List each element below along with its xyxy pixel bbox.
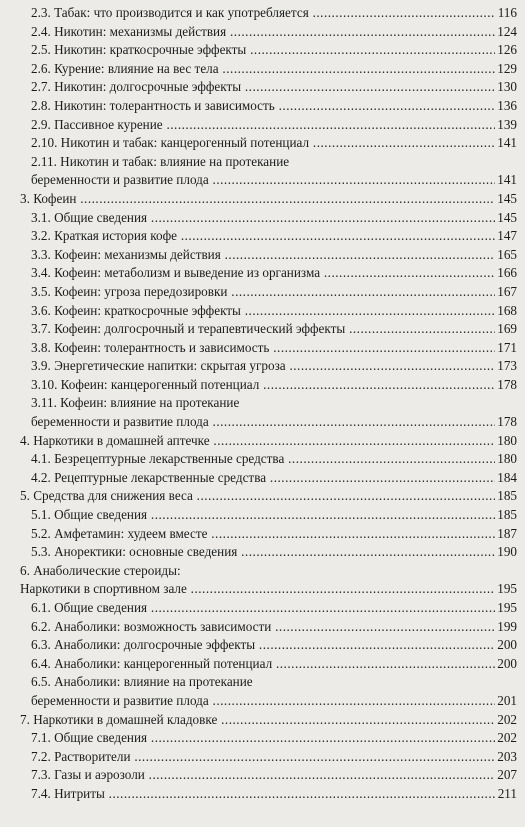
toc-entry-title: 4.2. Рецептурные лекарственные средства ..... <box>31 469 495 488</box>
toc-section-entry <box>0 785 525 804</box>
toc-section-entry <box>0 599 525 618</box>
toc-page-number: 168 <box>495 302 517 321</box>
toc-section-entry <box>0 618 525 637</box>
toc-entry-title: 6. Анаболические стероиды: Наркотики в спортивном зале ..... <box>20 562 495 599</box>
toc-section-entry <box>0 78 525 97</box>
toc-entry-title: 2.4. Никотин: механизмы действия ..... <box>31 23 495 42</box>
toc-section-entry <box>0 116 525 135</box>
toc-page-number: 129 <box>495 60 517 79</box>
toc-section-entry <box>0 60 525 79</box>
toc-page-number: 185 <box>495 487 517 506</box>
toc-page-number: 200 <box>495 636 517 655</box>
toc-section-entry <box>0 636 525 655</box>
toc-section-entry <box>0 729 525 748</box>
toc-entry-title: 4.1. Безрецептурные лекарственные средства ..... <box>31 450 495 469</box>
toc-section-entry <box>0 283 525 302</box>
toc-section-entry <box>0 766 525 785</box>
toc-page-number: 195 <box>495 580 517 599</box>
toc-section-entry <box>0 506 525 525</box>
toc-page-number: 178 <box>495 376 517 395</box>
toc-entry-title: 6.1. Общие сведения ..... <box>31 599 495 618</box>
toc-page-number: 185 <box>495 506 517 525</box>
toc-entry-title: 3.5. Кофеин: угроза передозировки ..... <box>31 283 495 302</box>
toc-page-number: 180 <box>495 450 517 469</box>
toc-page-number: 190 <box>495 543 517 562</box>
toc-entry-title: 7.4. Нитриты ..... <box>31 785 495 804</box>
toc-section-entry <box>0 394 525 431</box>
toc-page-number: 166 <box>495 264 517 283</box>
toc-section-entry <box>0 264 525 283</box>
toc-page-number: 169 <box>495 320 517 339</box>
toc-page-number: 136 <box>495 97 517 116</box>
toc-page-number: 147 <box>495 227 517 246</box>
toc-entry-title: 3.4. Кофеин: метаболизм и выведение из организма ..... <box>31 264 495 283</box>
toc-entry-title: 3.8. Кофеин: толерантность и зависимость ..... <box>31 339 495 358</box>
toc-section-entry <box>0 748 525 767</box>
toc-page-number: 126 <box>495 41 517 60</box>
toc-section-entry <box>0 209 525 228</box>
table-of-contents <box>0 4 525 804</box>
toc-page-number: 211 <box>496 785 517 804</box>
toc-page-number: 178 <box>495 413 517 432</box>
toc-page-number: 184 <box>495 469 517 488</box>
toc-entry-title: 2.3. Табак: что производится и как употребляется ..... <box>31 4 495 23</box>
toc-entry-title: 3.10. Кофеин: канцерогенный потенциал ..... <box>31 376 495 395</box>
toc-page-number: 167 <box>495 283 517 302</box>
toc-entry-title: 2.5. Никотин: краткосрочные эффекты ..... <box>31 41 495 60</box>
toc-entry-title: 3.9. Энергетические напитки: скрытая угроза ..... <box>31 357 495 376</box>
toc-section-entry <box>0 97 525 116</box>
toc-entry-title: 4. Наркотики в домашней аптечке ..... <box>20 432 495 451</box>
toc-chapter-entry <box>0 432 525 451</box>
toc-page-number: 195 <box>495 599 517 618</box>
toc-entry-title: 3.3. Кофеин: механизмы действия ..... <box>31 246 495 265</box>
toc-entry-title: 6.3. Анаболики: долгосрочные эффекты ..... <box>31 636 495 655</box>
toc-entry-title: 6.4. Анаболики: канцерогенный потенциал ..... <box>31 655 495 674</box>
toc-page-number: 165 <box>495 246 517 265</box>
toc-entry-title: 7.3. Газы и аэрозоли ..... <box>31 766 495 785</box>
toc-page-number: 124 <box>495 23 517 42</box>
toc-section-entry <box>0 134 525 153</box>
toc-entry-title: 5.2. Амфетамин: худеем вместе ..... <box>31 525 495 544</box>
toc-entry-title: 5.1. Общие сведения ..... <box>31 506 495 525</box>
toc-page-number: 202 <box>495 711 517 730</box>
toc-section-entry <box>0 320 525 339</box>
toc-entry-title: 7. Наркотики в домашней кладовке ..... <box>20 711 495 730</box>
toc-section-entry <box>0 41 525 60</box>
toc-page-number: 200 <box>495 655 517 674</box>
toc-page-number: 145 <box>495 190 517 209</box>
toc-page-number: 202 <box>495 729 517 748</box>
toc-section-entry <box>0 357 525 376</box>
toc-entry-title: 6.2. Анаболики: возможность зависимости ..... <box>31 618 495 637</box>
toc-page-number: 201 <box>495 692 517 711</box>
toc-chapter-entry <box>0 190 525 209</box>
toc-entry-title: 3.6. Кофеин: краткосрочные эффекты ..... <box>31 302 495 321</box>
toc-section-entry <box>0 339 525 358</box>
toc-chapter-entry <box>0 487 525 506</box>
toc-section-entry <box>0 227 525 246</box>
toc-page-number: 207 <box>495 766 517 785</box>
toc-chapter-entry <box>0 562 525 599</box>
toc-section-entry <box>0 23 525 42</box>
toc-entry-title: 2.6. Курение: влияние на вес тела ..... <box>31 60 495 79</box>
toc-section-entry <box>0 673 525 710</box>
toc-page-number: 203 <box>495 748 517 767</box>
toc-entry-title: 5.3. Аноректики: основные сведения ..... <box>31 543 495 562</box>
toc-chapter-entry <box>0 711 525 730</box>
toc-section-entry <box>0 4 525 23</box>
toc-page-number: 199 <box>495 618 517 637</box>
toc-entry-title: 7.2. Растворители ..... <box>31 748 495 767</box>
toc-page-number: 141 <box>495 171 517 190</box>
toc-entry-title: 2.10. Никотин и табак: канцерогенный потенциал ..... <box>31 134 495 153</box>
toc-entry-title: 3.1. Общие сведения ..... <box>31 209 495 228</box>
toc-page-number: 187 <box>495 525 517 544</box>
toc-page-number: 141 <box>495 134 517 153</box>
toc-entry-title: 2.9. Пассивное курение ..... <box>31 116 495 135</box>
toc-entry-title: 3.11. Кофеин: влияние на протекание беременности и развитие плода ..... <box>31 394 495 431</box>
toc-entry-title: 2.8. Никотин: толерантность и зависимость ..... <box>31 97 495 116</box>
toc-page-number: 180 <box>495 432 517 451</box>
toc-section-entry <box>0 376 525 395</box>
toc-entry-title: 2.7. Никотин: долгосрочные эффекты ..... <box>31 78 495 97</box>
toc-page-number: 130 <box>495 78 517 97</box>
toc-entry-title: 3.2. Краткая история кофе ..... <box>31 227 495 246</box>
toc-section-entry <box>0 655 525 674</box>
toc-section-entry <box>0 246 525 265</box>
toc-page-number: 116 <box>496 4 517 23</box>
toc-section-entry <box>0 543 525 562</box>
toc-page-number: 145 <box>495 209 517 228</box>
toc-entry-title: 6.5. Анаболики: влияние на протекание беременности и развитие плода ..... <box>31 673 495 710</box>
toc-page-number: 173 <box>495 357 517 376</box>
toc-entry-title: 7.1. Общие сведения ..... <box>31 729 495 748</box>
toc-entry-title: 3.7. Кофеин: долгосрочный и терапевтический эффекты ..... <box>31 320 495 339</box>
toc-entry-title: 2.11. Никотин и табак: влияние на протекание беременности и развитие плода ..... <box>31 153 495 190</box>
toc-section-entry <box>0 302 525 321</box>
toc-page-number: 171 <box>495 339 517 358</box>
toc-entry-title: 5. Средства для снижения веса ..... <box>20 487 495 506</box>
toc-section-entry <box>0 525 525 544</box>
toc-section-entry <box>0 469 525 488</box>
toc-page-number: 139 <box>495 116 517 135</box>
toc-section-entry <box>0 450 525 469</box>
toc-section-entry <box>0 153 525 190</box>
toc-entry-title: 3. Кофеин ..... <box>20 190 495 209</box>
